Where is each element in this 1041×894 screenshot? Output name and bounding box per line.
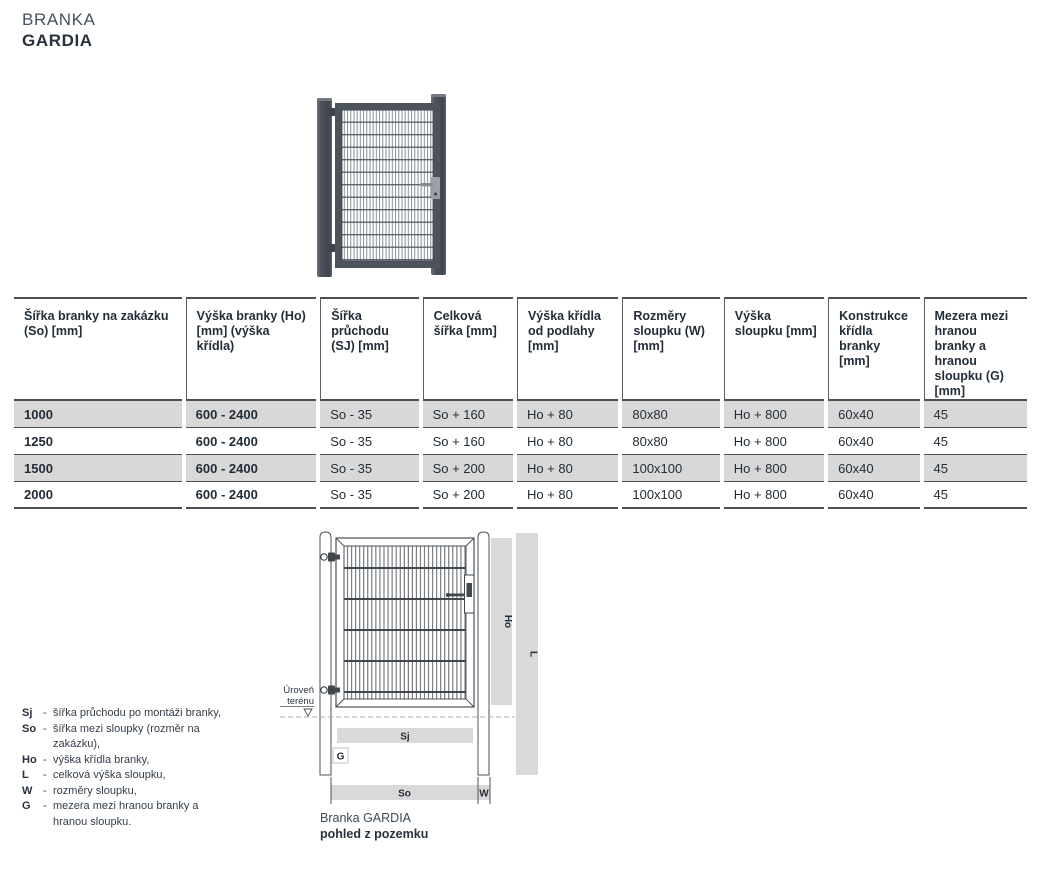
- col-header-4: Výška křídla od podlahy [mm]: [517, 297, 618, 401]
- legend-item: [22, 722, 252, 753]
- table-cell: 45: [924, 401, 1027, 428]
- dimension-legend: [22, 706, 252, 830]
- table-cell: 60x40: [828, 482, 919, 509]
- legend-dash: -: [43, 769, 47, 781]
- legend-dash: -: [43, 753, 47, 766]
- dim-label-ho: Ho: [502, 614, 513, 629]
- legend-key: Ho: [22, 753, 37, 766]
- table-cell: So - 35: [320, 482, 418, 509]
- table-cell: So - 35: [320, 428, 418, 455]
- table-cell: Ho + 800: [724, 401, 824, 428]
- legend-item: [22, 768, 252, 784]
- ground-arrow: [304, 709, 312, 716]
- legend-dash: -: [43, 707, 47, 719]
- caption-product: Branka GARDIA: [320, 811, 412, 825]
- table-cell: 60x40: [828, 455, 919, 482]
- legend-item: [22, 799, 252, 830]
- col-header-7: Konstrukce křídla branky [mm]: [828, 297, 919, 401]
- table-cell: 100x100: [622, 482, 719, 509]
- legend-dash: -: [43, 722, 47, 735]
- table-cell: Ho + 800: [724, 482, 824, 509]
- ground-label-line1: Úroveň: [283, 685, 314, 696]
- table-row: [14, 401, 1027, 428]
- legend-key: So: [22, 722, 37, 735]
- table-cell: So + 160: [423, 428, 513, 455]
- col-header-2: Šířka průchodu (SJ) [mm]: [320, 297, 418, 401]
- table-row: [14, 482, 1027, 509]
- product-name: GARDIA: [22, 31, 93, 50]
- photo-lock-plate: [431, 177, 440, 199]
- dim-label-w: W: [479, 788, 489, 800]
- legend-text: výška křídla branky,: [53, 753, 150, 766]
- col-header-1: Výška branky (Ho) [mm] (výška křídla): [186, 297, 317, 401]
- legend-text: šířka průchodu po montáži branky,: [53, 707, 221, 719]
- table-cell: Ho + 800: [724, 455, 824, 482]
- legend-text: celková výška sloupku,: [53, 769, 166, 781]
- legend-item: [22, 706, 252, 722]
- table-row: [14, 428, 1027, 455]
- table-cell: So - 35: [320, 455, 418, 482]
- photo-handle: [420, 183, 433, 186]
- product-category: BRANKA: [22, 10, 96, 29]
- col-header-8: Mezera mezi hranou branky a hranou sloupku (G) [mm]: [924, 297, 1027, 401]
- col-header-6: Výška sloupku [mm]: [724, 297, 824, 401]
- table-cell: 45: [924, 428, 1027, 455]
- gate-technical-diagram: [278, 527, 546, 809]
- table-cell: 80x80: [622, 428, 719, 455]
- legend-text: mezera mezi hranou branky a hranou sloupku.: [53, 800, 199, 828]
- page-title: [22, 9, 96, 51]
- table-cell: 1250: [14, 428, 182, 455]
- table-cell: Ho + 80: [517, 455, 618, 482]
- diagram-caption: [320, 810, 428, 842]
- legend-key: G: [22, 800, 31, 812]
- table-cell: 80x80: [622, 401, 719, 428]
- legend-item: [22, 753, 252, 769]
- legend-key: W: [22, 784, 33, 797]
- table-cell: 60x40: [828, 428, 919, 455]
- table-header-row: [14, 297, 1027, 401]
- table-cell: Ho + 80: [517, 482, 618, 509]
- table-cell: So + 200: [423, 482, 513, 509]
- table-cell: 600 - 2400: [186, 455, 317, 482]
- diagram-right-post: [478, 532, 489, 775]
- table-cell: 600 - 2400: [186, 401, 317, 428]
- dim-label-sj: Sj: [400, 731, 410, 743]
- table-cell: Ho + 80: [517, 428, 618, 455]
- table-row: [14, 455, 1027, 482]
- table-cell: Ho + 800: [724, 428, 824, 455]
- table-cell: Ho + 80: [517, 401, 618, 428]
- dim-label-l: L: [527, 650, 539, 658]
- dim-label-so: So: [398, 788, 411, 800]
- legend-text: rozměry sloupku,: [53, 784, 137, 797]
- table-cell: So + 160: [423, 401, 513, 428]
- legend-dash: -: [43, 784, 47, 797]
- table-cell: 45: [924, 455, 1027, 482]
- table-cell: 1500: [14, 455, 182, 482]
- table-cell: 45: [924, 482, 1027, 509]
- legend-key: L: [22, 769, 29, 781]
- dim-label-g: G: [336, 751, 345, 763]
- table-cell: 2000: [14, 482, 182, 509]
- legend-text: šířka mezi sloupky (rozměr na zakázku),: [53, 722, 200, 750]
- table-cell: 600 - 2400: [186, 482, 317, 509]
- table-cell: So + 200: [423, 455, 513, 482]
- col-header-0: Šířka branky na zakázku (So) [mm]: [14, 297, 182, 401]
- col-header-5: Rozměry sloupku (W) [mm]: [622, 297, 719, 401]
- legend-key: Sj: [22, 707, 33, 719]
- table-cell: 60x40: [828, 401, 919, 428]
- table-cell: So - 35: [320, 401, 418, 428]
- legend-item: [22, 784, 252, 800]
- gate-product-photo: [299, 84, 459, 292]
- diagram-left-post: [320, 532, 331, 775]
- legend-dash: -: [43, 800, 47, 812]
- caption-view: pohled z pozemku: [320, 827, 429, 841]
- photo-left-post: [317, 98, 332, 277]
- col-header-3: Celková šířka [mm]: [423, 297, 513, 401]
- spec-table: [10, 297, 1031, 509]
- table-cell: 100x100: [622, 455, 719, 482]
- table-cell: 600 - 2400: [186, 428, 317, 455]
- table-cell: 1000: [14, 401, 182, 428]
- ground-label-line2: terénu: [287, 696, 314, 707]
